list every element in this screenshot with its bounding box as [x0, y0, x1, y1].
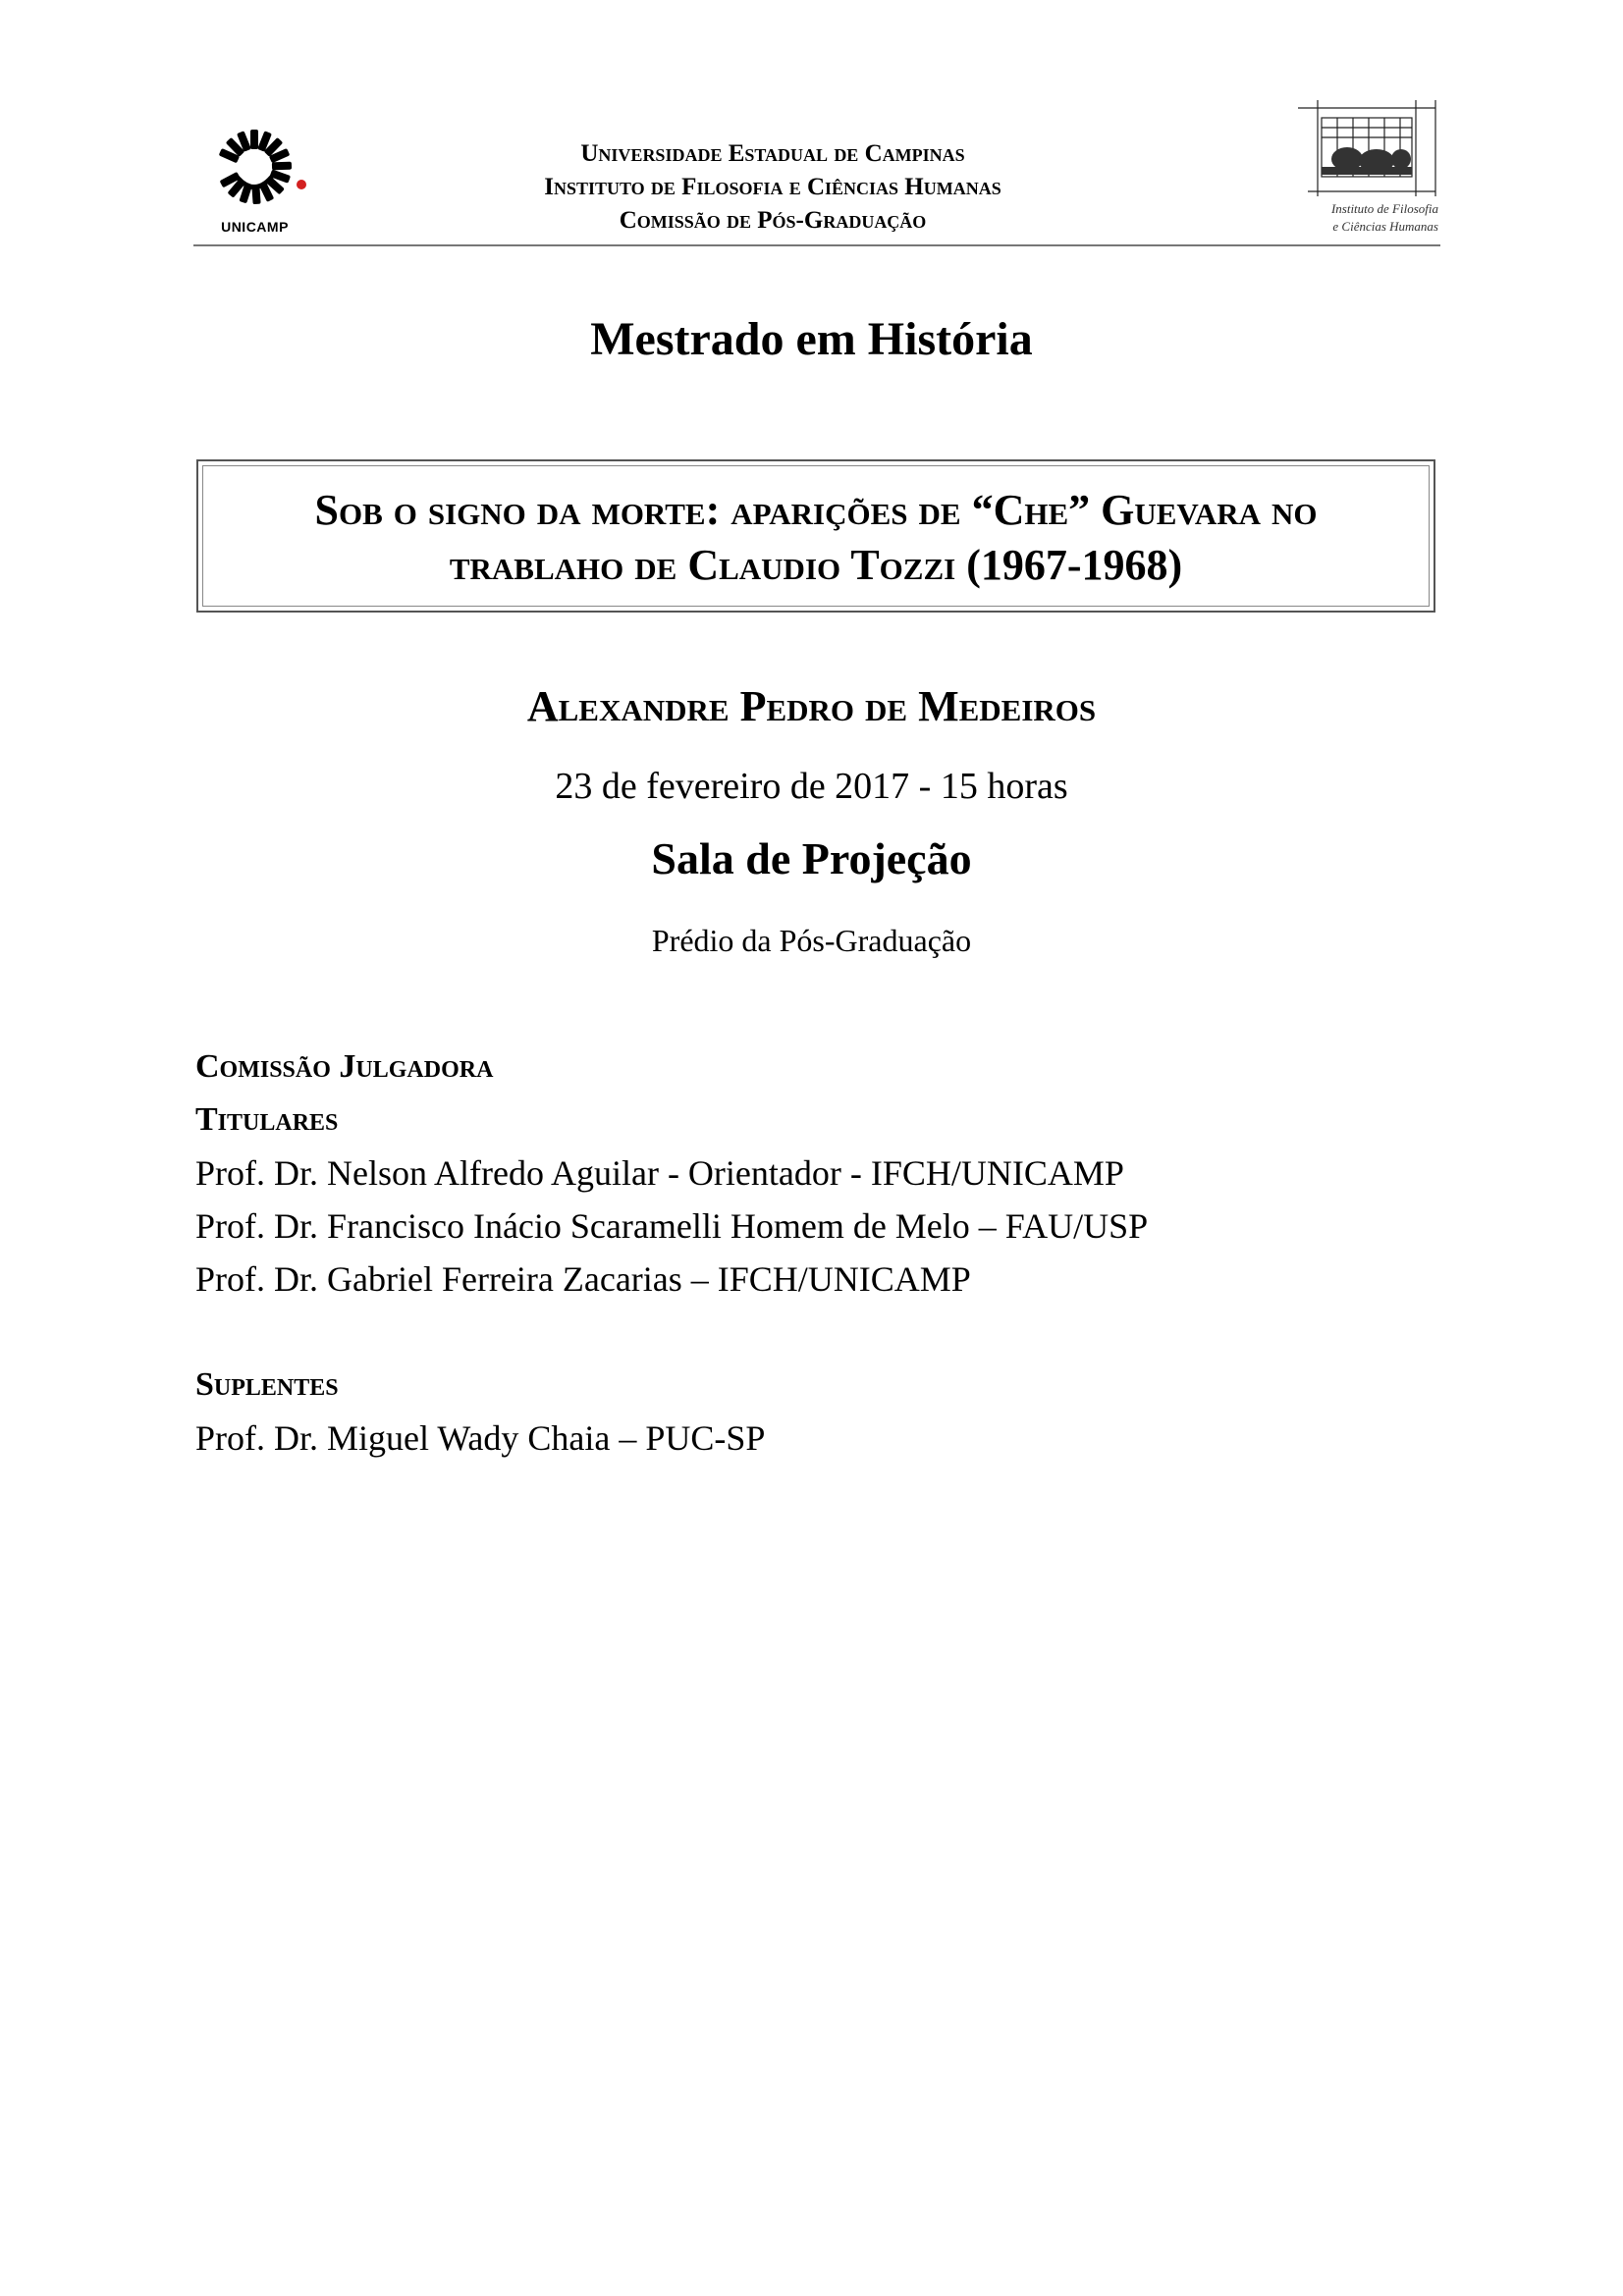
- suplente-member: Prof. Dr. Miguel Wady Chaia – PUC-SP: [195, 1418, 766, 1458]
- program-title: Mestrado em História: [590, 313, 1033, 365]
- unicamp-emblem-icon: [193, 116, 316, 219]
- university-name: Universidade Estadual de Campinas: [580, 140, 965, 167]
- titular-member: Prof. Dr. Francisco Inácio Scaramelli Homem de Melo – FAU/USP: [195, 1206, 1149, 1246]
- titular-member: Prof. Dr. Gabriel Ferreira Zacarias – IFCH/UNICAMP: [195, 1259, 971, 1299]
- committee-section: [195, 1041, 1472, 1465]
- defense-datetime: 23 de fevereiro de 2017 - 15 horas: [555, 766, 1068, 807]
- defense-room: Sala de Projeção: [651, 833, 972, 883]
- defense-building: Prédio da Pós-Graduação: [651, 923, 972, 958]
- titular-member: Prof. Dr. Nelson Alfredo Aguilar - Orientador - IFCH/UNICAMP: [195, 1153, 1124, 1193]
- ifch-logo-caption: [1296, 200, 1438, 236]
- institute-name: Instituto de Filosofia e Ciências Humanas: [544, 174, 1001, 200]
- thesis-title: [198, 483, 1434, 593]
- ifch-logo-caption-line2: e Ciências Humanas: [1332, 219, 1438, 234]
- section-spacer: [195, 1306, 1472, 1359]
- titulares-heading: Titulares: [195, 1101, 339, 1138]
- thesis-title-box: [196, 459, 1435, 613]
- ifch-logo: [1288, 98, 1440, 247]
- header-divider: [193, 244, 1440, 246]
- author-name: Alexandre Pedro de Medeiros: [526, 682, 1097, 730]
- commission-name: Comissão de Pós-Graduação: [619, 207, 927, 234]
- header-institution-lines: [517, 137, 1028, 238]
- suplentes-heading: Suplentes: [195, 1366, 339, 1403]
- committee-heading: Comissão Julgadora: [195, 1048, 494, 1085]
- unicamp-logo: [193, 116, 316, 234]
- thesis-title-line2: trablaho de Claudio Tozzi (1967-1968): [449, 541, 1183, 589]
- unicamp-logo-label: UNICAMP: [221, 219, 289, 235]
- ifch-logo-caption-line1: Instituto de Filosofia: [1330, 201, 1438, 216]
- thesis-title-line1: Sob o signo da morte: aparições de “Che” Guevara no: [314, 486, 1318, 534]
- page-header: [193, 98, 1440, 247]
- ifch-building-icon: [1288, 98, 1440, 201]
